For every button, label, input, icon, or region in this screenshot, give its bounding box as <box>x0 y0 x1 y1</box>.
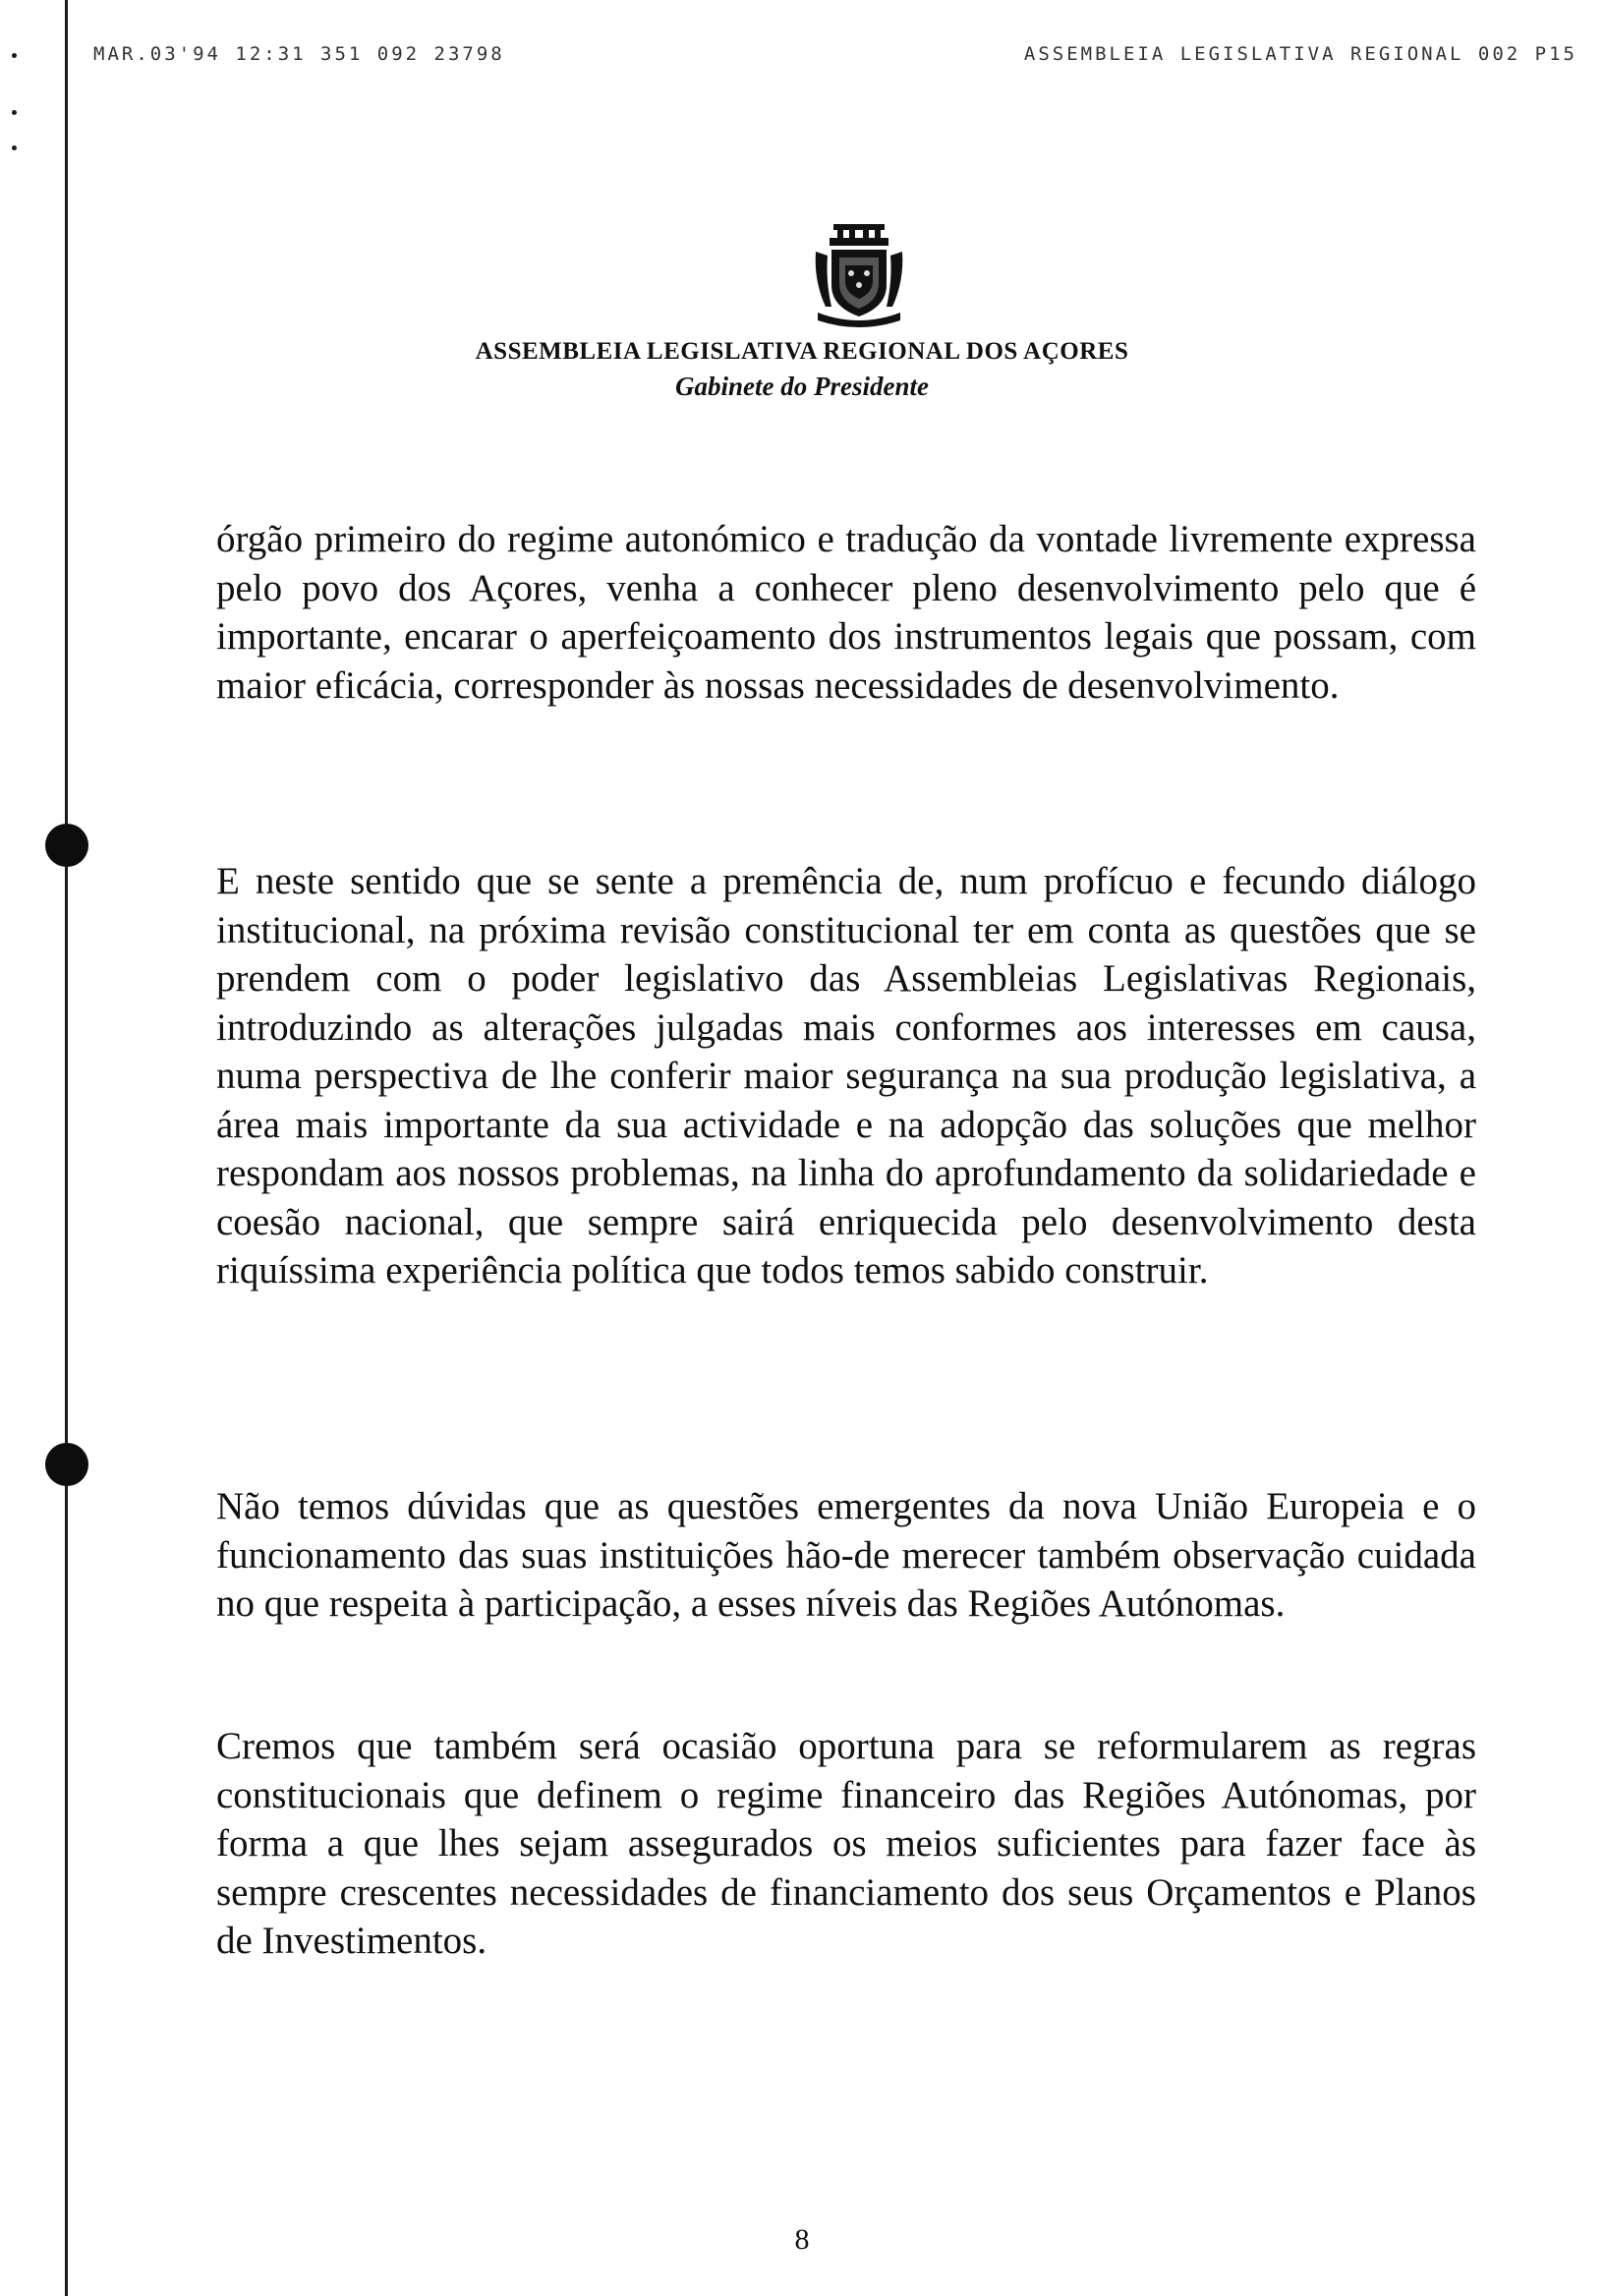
organization-name: ASSEMBLEIA LEGISLATIVA REGIONAL DOS AÇORES <box>475 338 1129 365</box>
body-paragraph: Cremos que também será ocasião oportuna para se reformularem as regras constitucionais que definem o regime financeiro das Regiões Autónomas, por forma a que lhes sejam assegurados os meios suficientes para fazer face às sempre crescentes necessidades de financiamento dos seus Orçamentos e Planos de Investimentos. <box>216 1725 1476 1962</box>
page-number: 8 <box>794 2223 810 2256</box>
letterhead <box>0 338 1604 402</box>
office-name: Gabinete do Presidente <box>675 372 929 401</box>
body-paragraph: E neste sentido que se sente a premência de, num profícuo e fecundo diálogo institucional, na próxima revisão constitucional ter em conta as questões que se prendem com o poder legislativo das Assembleias Legislativas Regionais, introduzindo as alterações julgadas mais conformes aos interesses em causa, numa perspectiva de lhe conferir maior segurança na sua produção legislativa, a área mais importante da sua actividade e na adopção das soluções que melhor respondam aos nossos problemas, na linha do aprofundamento da solidariedade e coesão nacional, que sempre sairá enriquecida pelo desenvolvimento desta riquíssima experiência política que todos temos sabido construir. <box>216 860 1476 1292</box>
margin-mark <box>12 53 17 58</box>
body-paragraph: Não temos dúvidas que as questões emergentes da nova União Europeia e o funcionamento das suas instituições hão-de merecer também observação cuidada no que respeita à participação, a esses níveis das Regiões Autónomas. <box>216 1485 1476 1625</box>
body-paragraph: órgão primeiro do regime autonómico e tradução da vontade livremente expressa pelo povo dos Açores, venha a conhecer pleno desenvolvimento pelo que é importante, encarar o aperfeiçoamento dos instrumentos legais que possam, com maior eficácia, corresponder às nossas necessidades de desenvolvimento. <box>216 518 1476 707</box>
fax-transmission-header <box>93 43 1577 73</box>
punch-hole <box>45 1443 88 1486</box>
coat-of-arms-icon <box>812 222 906 330</box>
fax-header-left: MAR.03'94 12:31 351 092 23798 <box>93 43 505 65</box>
fax-header-right: ASSEMBLEIA LEGISLATIVA REGIONAL 002 P15 <box>1023 43 1577 65</box>
margin-mark <box>12 145 17 150</box>
punch-hole <box>45 824 88 867</box>
margin-mark <box>12 110 17 115</box>
